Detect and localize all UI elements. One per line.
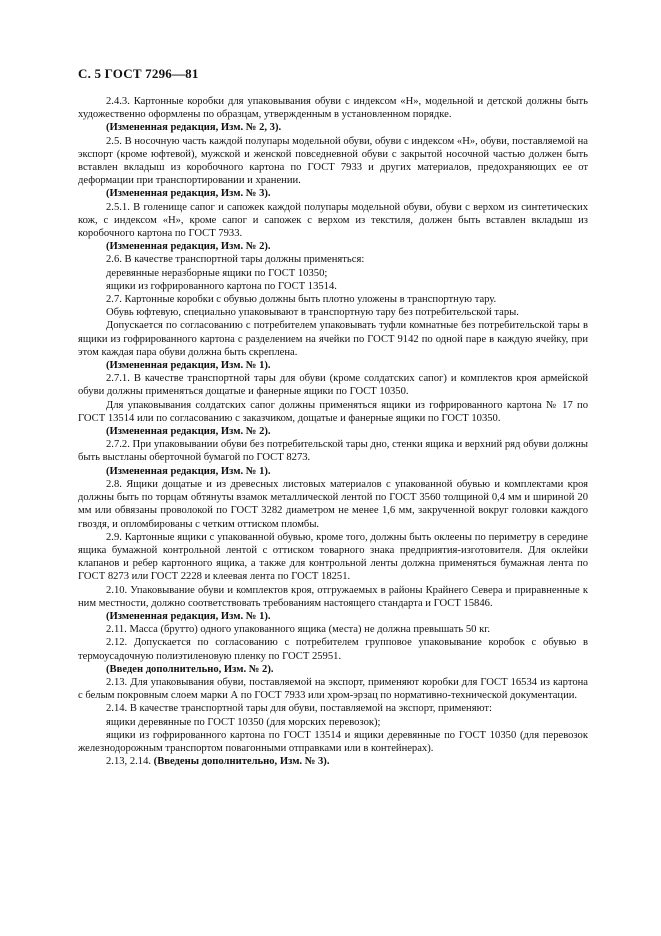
page-header: С. 5 ГОСТ 7296—81 [78, 66, 199, 81]
last-paragraph-note: (Введены дополнительно, Изм. № 3). [153, 756, 330, 768]
amendment-note: (Измененная редакция, Изм. № 2, 3). [106, 122, 282, 134]
last-paragraph [78, 755, 588, 768]
amendment-note: (Измененная редакция, Изм. № 1). [106, 465, 271, 477]
paragraph: 2.7.2. При упаковывании обуви без потребительской тары дно, стенки ящика и верхний ряд обуви должны быть выстланы оберточной бумагой по ГОСТ 8273. [78, 439, 588, 464]
paragraph: 2.7.1. В качестве транспортной тары для обуви (кроме солдатских сапог) и комплектов кроя армейской обуви должны применяться дощатые и фанерные ящики по ГОСТ 10350. [78, 373, 588, 398]
amendment-note: (Измененная редакция, Изм. № 3). [106, 188, 271, 200]
paragraph: 2.13. Для упаковывания обуви, поставляемой на экспорт, применяют коробки для ГОСТ 16534 из картона с белым покровным слоем марки А по ГОСТ 7933 или хром-эрзац по нормативно-технической документации. [78, 676, 588, 702]
paragraph: 2.6. В качестве транспортной тары должны применяться: [106, 254, 365, 266]
amendment-note: (Измененная редакция, Изм. № 1). [106, 610, 271, 622]
paragraph: 2.9. Картонные ящики с упакованной обувью, кроме того, должны быть оклеены по периметру в середине ящика бумажной контрольной лентой с оттиском товарного знака предприятия-изготовителя. Для оклейки клапанов и ребер картонного ящика, а также для контрольной ленты должна применяться бумажная лента по ГОСТ 8273 или ГОСТ 2228 и клеевая лента по ГОСТ 18251. [78, 531, 588, 583]
paragraph: 2.7. Картонные коробки с обувью должны быть плотно уложены в транспортную тару. [106, 294, 497, 306]
paragraph: Обувь юфтевую, специально упаковывают в транспортную тару без потребительской тары. [106, 307, 519, 319]
paragraph: 2.5. В носочную часть каждой полупары модельной обуви, обуви с индексом «Н», обуви, поставляемой на экспорт (кроме юфтевой), мужской и женской повседневной обуви с закрытой носочной частью должен быть вставлен вкладыш из коробочного картона по ГОСТ 7933 и других материалов, предохраняющих ее от деформации при транспортировании и хранении. [78, 135, 588, 187]
last-paragraph-prefix: 2.13, 2.14. [106, 756, 154, 768]
paragraph: 2.8. Ящики дощатые и из древесных листовых материалов с упакованной обувью и комплектами кроя должны быть по торцам обтянуты взамок металлической лентой по ГОСТ 3560 толщиной 0,4 мм и шириной 20 мм или обвязаны проволокой по ГОСТ 3282 диаметром не менее 1,6 мм, закрученной вокруг головки каждого гвоздя, и опломбированы с четким оттиском пломбы. [78, 478, 588, 530]
paragraph: 2.10. Упаковывание обуви и комплектов кроя, отгружаемых в районы Крайнего Севера и приравненные к ним местности, должно соответствовать требованиям настоящего стандарта и ГОСТ 15846. [78, 584, 588, 609]
paragraph: деревянные неразборные ящики по ГОСТ 10350; [106, 267, 328, 279]
paragraph: ящики из гофрированного картона по ГОСТ 13514 и ящики деревянные по ГОСТ 10350 (для перевозок железнодорожным транспортом повагонными отправками или в контейнерах). [78, 729, 588, 754]
paragraph: 2.4.3. Картонные коробки для упаковывания обуви с индексом «Н», модельной и детской должны быть художественно оформлены по образцам, утвержденным в установленном порядке. [78, 96, 588, 121]
amendment-note: (Измененная редакция, Изм. № 2). [106, 426, 271, 438]
paragraph: 2.12. Допускается по согласованию с потребителем групповое упаковывание коробок с обувью в термоусадочную полиэтиленовую пленку по ГОСТ 25951. [78, 637, 588, 662]
document-body [78, 95, 588, 768]
paragraph: Допускается по согласованию с потребителем упаковывать туфли комнатные без потребительской тары в ящики из гофрированного картона с разделением на ячейки по ГОСТ 9142 по одной паре в каждую ячейку, при этом каждая пара обуви должна быть скреплена. [78, 320, 588, 358]
amendment-note: (Введен дополнительно, Изм. № 2). [106, 663, 274, 675]
paragraph: Для упаковывания солдатских сапог должны применяться ящики из гофрированного картона № 17 по ГОСТ 13514 или по согласованию с заказчиком, дощатые и фанерные ящики по ГОСТ 10350. [78, 399, 588, 424]
paragraph: ящики из гофрированного картона по ГОСТ 13514. [106, 280, 337, 292]
paragraph: ящики деревянные по ГОСТ 10350 (для морских перевозок); [106, 716, 381, 728]
amendment-note: (Измененная редакция, Изм. № 2). [106, 241, 271, 253]
paragraph: 2.11. Масса (брутто) одного упакованного ящика (места) не должна превышать 50 кг. [106, 624, 491, 636]
paragraph: 2.14. В качестве транспортной тары для обуви, поставляемой на экспорт, применяют: [106, 703, 492, 715]
paragraph: 2.5.1. В голенище сапог и сапожек каждой полупары модельной обуви, обуви с верхом из синтетических кож, с индексом «Н», кроме сапог и сапожек с верхом из текстиля, должен быть вставлен вкладыш из коробочного картона по ГОСТ 7933. [78, 201, 588, 240]
amendment-note: (Измененная редакция, Изм. № 1). [106, 360, 271, 372]
